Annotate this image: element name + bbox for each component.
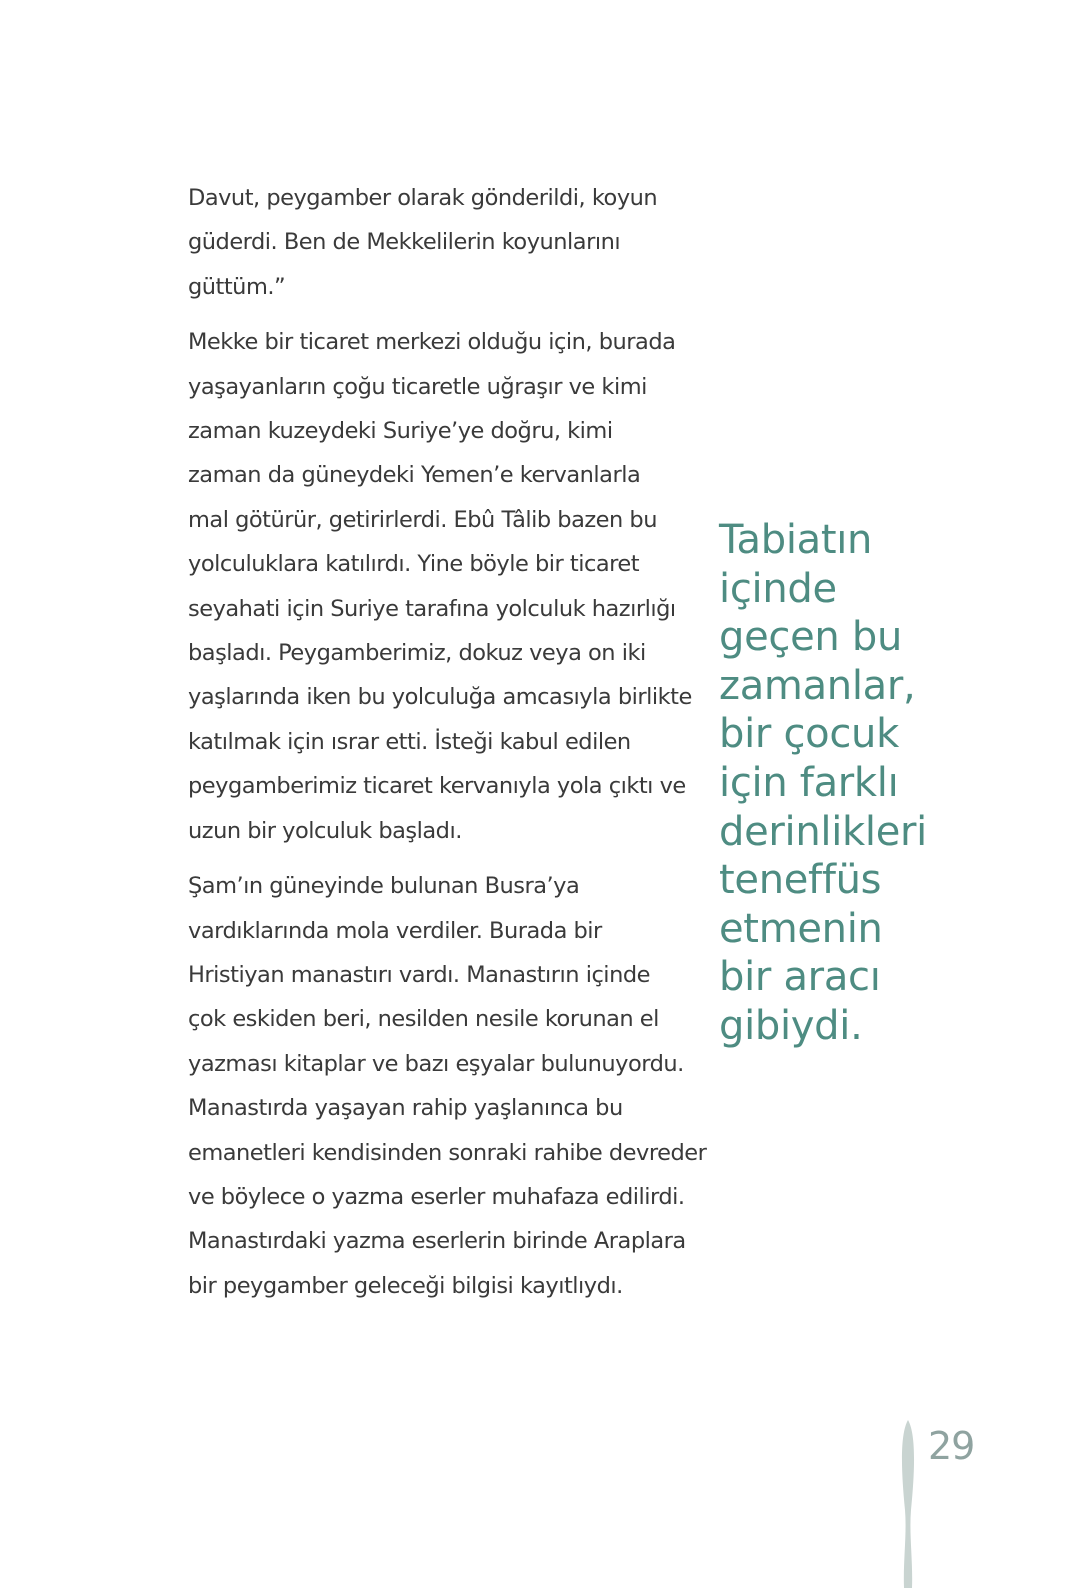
text-line: ve böylece o yazma eserler muhafaza edilirdi. <box>188 1183 685 1210</box>
page-marker-ornament <box>896 1420 920 1588</box>
text-line: başladı. Peygamberimiz, dokuz veya on iki <box>188 640 646 667</box>
text-line: Mekke bir ticaret merkezi olduğu için, burada <box>188 329 676 356</box>
text-line: emanetleri kendisinden sonraki rahibe devreder <box>188 1139 707 1166</box>
pull-quote-line: gibiydi. <box>719 1002 863 1049</box>
pull-quote-line: bir çocuk <box>719 711 899 758</box>
text-line: zaman kuzeydeki Suriye’ye doğru, kimi <box>188 418 613 445</box>
pull-quote-line: geçen bu <box>719 614 903 661</box>
paragraph-3 <box>188 864 707 1308</box>
text-line: Manastırda yaşayan rahip yaşlanınca bu <box>188 1095 623 1122</box>
text-line: Şam’ın güneyinde bulunan Busra’ya <box>188 873 580 900</box>
text-line: mal götürür, getirirlerdi. Ebû Tâlib bazen bu <box>188 506 657 533</box>
pull-quote-line: bir aracı <box>719 954 881 1001</box>
pull-quote-line: zamanlar, <box>719 662 916 709</box>
text-line: Davut, peygamber olarak gönderildi, koyun <box>188 185 658 211</box>
text-line: seyahati için Suriye tarafına yolculuk hazırlığı <box>188 595 676 622</box>
paragraph-1 <box>188 176 688 309</box>
pull-quote-line: için farklı <box>719 759 899 806</box>
text-line: yaşlarında iken bu yolculuğa amcasıyla birlikte <box>188 684 692 711</box>
text-line: uzun bir yolculuk başladı. <box>188 817 462 844</box>
text-line: bir peygamber geleceği bilgisi kayıtlıydı. <box>188 1272 623 1299</box>
pull-quote-line: derinlikleri <box>719 808 927 855</box>
text-line: güderdi. Ben de Mekkelilerin koyunlarını <box>188 229 621 256</box>
text-line: vardıklarında mola verdiler. Burada bir <box>188 917 602 944</box>
text-line: güttüm.” <box>188 273 286 300</box>
body-text <box>188 176 707 1319</box>
text-line: Manastırdaki yazma eserlerin birinde Araplara <box>188 1228 686 1255</box>
paragraph-2 <box>188 320 692 853</box>
pull-quote-line: içinde <box>719 565 837 612</box>
text-line: zaman da güneydeki Yemen’e kervanlarla <box>188 462 641 489</box>
pull-quote <box>719 516 959 1051</box>
text-line: katılmak için ısrar etti. İsteği kabul edilen <box>188 728 631 755</box>
pull-quote-line: etmenin <box>719 905 883 952</box>
text-line: yazması kitaplar ve bazı eşyalar bulunuyordu. <box>188 1050 684 1077</box>
pull-quote-line: teneffüs <box>719 857 882 904</box>
text-line: peygamberimiz ticaret kervanıyla yola çıktı ve <box>188 773 686 800</box>
text-line: Hristiyan manastırı vardı. Manastırın içinde <box>188 961 650 988</box>
pull-quote-line: Tabiatın <box>719 517 873 563</box>
text-line: çok eskiden beri, nesilden nesile korunan el <box>188 1006 659 1033</box>
text-line: yolculuklara katılırdı. Yine böyle bir ticaret <box>188 551 640 578</box>
page-number: 29 <box>928 1424 975 1468</box>
text-line: yaşayanların çoğu ticaretle uğraşır ve kimi <box>188 373 647 400</box>
